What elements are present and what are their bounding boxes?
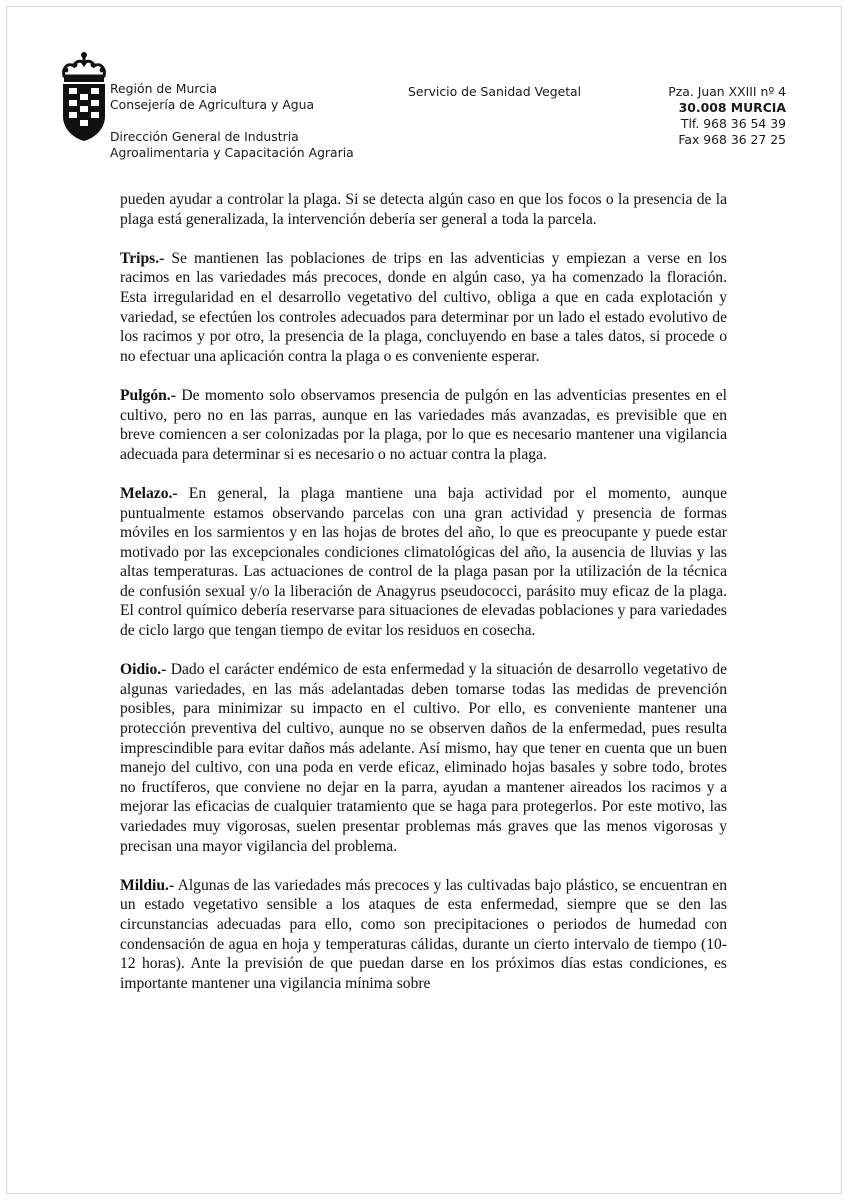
document-body	[120, 190, 727, 1013]
issuer-directorate: Dirección General de Industria	[110, 129, 299, 144]
section-title: Mildiu.-	[120, 876, 175, 894]
section-text: De momento solo observamos presencia de pulgón en las adventicias presentes en el cultivo, pero no en las parras, aunque en las variedades más avanzadas, es previsible que en breve comiencen a ser colonizadas por la plaga, por lo que es necesario mantener una vigilancia adecuada para determinar si es necesario o no actuar contra la plaga.	[120, 386, 727, 463]
section-text: Se mantienen las poblaciones de trips en las adventicias y empiezan a verse en los racimos en las variedades más precoces, donde en algún caso, ya ha comenzado la floración. Esta irregularidad en el desarrollo vegetativo del cultivo, obliga a que en cada explotación y variedad, se efectúen los controles adecuados para determinar por un lado el estado evolutivo de los racimos y por otro, la presencia de la plaga, concluyendo en base a tales datos, si procede o no efectuar una aplicación contra la plaga o es conveniente esperar.	[120, 249, 727, 365]
city: 30.008 MURCIA	[678, 100, 786, 115]
section-title: Oidio.-	[120, 661, 167, 679]
section-oidio	[120, 660, 727, 856]
section-text: Algunas de las variedades más precoces y las cultivadas bajo plástico, se encuentran en un estado vegetativo sensible a los ataques de esta enfermedad, siempre que se den las circunstancias adecuadas para ello, como son precipitaciones o periodos de humedad con condensación de agua en hoja y temperaturas cálidas, durante un cierto intervalo de tiempo (10-12 horas). Ante la previsión de que puedan darse en los próximos días estas condiciones, es importante mantener una vigilancia mínima sobre	[120, 876, 727, 992]
section-melazo	[120, 484, 727, 641]
fax: Fax 968 36 27 25	[678, 132, 786, 147]
section-text: En general, la plaga mantiene una baja actividad por el momento, aunque puntualmente estamos observando parcelas con una gran actividad y presencia de formas móviles en los sarmientos y en las hojas de brotes del año, lo que es preocupante y puede estar motivado por las excepcionales condiciones climatológicas del año, la ausencia de lluvias y las altas temperaturas. Las actuaciones de control de la plaga pasan por la utilización de la técnica de confusión sexual y/o la liberación de Anagyrus pseudococci, parásito muy eficaz de la plaga. El control químico debería reservarse para situaciones de elevadas poblaciones y para variedades de ciclo largo que tengan tiempo de evitar los residuos en cosecha.	[120, 484, 727, 640]
section-title: Pulgón.-	[120, 386, 176, 404]
section-pulgon	[120, 386, 727, 464]
service-name: Servicio de Sanidad Vegetal	[408, 84, 582, 99]
region-de-murcia-coat-of-arms-logo	[60, 50, 108, 142]
section-trips	[120, 249, 727, 367]
issuer-region: Región de Murcia	[110, 81, 217, 96]
section-title: Melazo.-	[120, 484, 178, 502]
contact-block	[668, 84, 786, 148]
letterhead	[0, 0, 848, 170]
address: Pza. Juan XXIII nº 4	[668, 84, 786, 99]
section-text: Dado el carácter endémico de esta enfermedad y la situación de desarrollo vegetativo de algunas variedades, en las más adelantadas deben tomarse todas las medidas de prevención posibles, para minimizar su impacto en el cultivo. Por ello, es conveniente mantener una protección preventiva del cultivo, aunque no se observen daños de la enfermedad, pues resulta imprescindible para evitar daños más adelante. Así mismo, hay que tener en cuenta que un buen manejo del cultivo, con una poda en verde eficaz, eliminado hojas basales y sobre todo, brotes no fructíferos, que conviene no dejar en la parra, ayudan a mantener aireados los racimos y a mejorar las eficacias de cualquier tratamiento que se haga para protegerlos. Por este motivo, las variedades muy vigorosas, suelen presentar problemas más graves que las menos vigorosas y precisan una mayor vigilancia del problema.	[120, 661, 727, 855]
issuer-department: Consejería de Agricultura y Agua	[110, 97, 315, 112]
issuer-block	[110, 81, 354, 161]
phone: Tlf. 968 36 54 39	[680, 116, 786, 131]
section-mildiu	[120, 876, 727, 994]
section-title: Trips.-	[120, 249, 165, 267]
issuer-directorate-cont: Agroalimentaria y Capacitación Agraria	[110, 145, 354, 160]
intro-paragraph: pueden ayudar a controlar la plaga. Si se detecta algún caso en que los focos o la presencia de la plaga está generalizada, la intervención debería ser general a toda la parcela.	[120, 191, 727, 228]
